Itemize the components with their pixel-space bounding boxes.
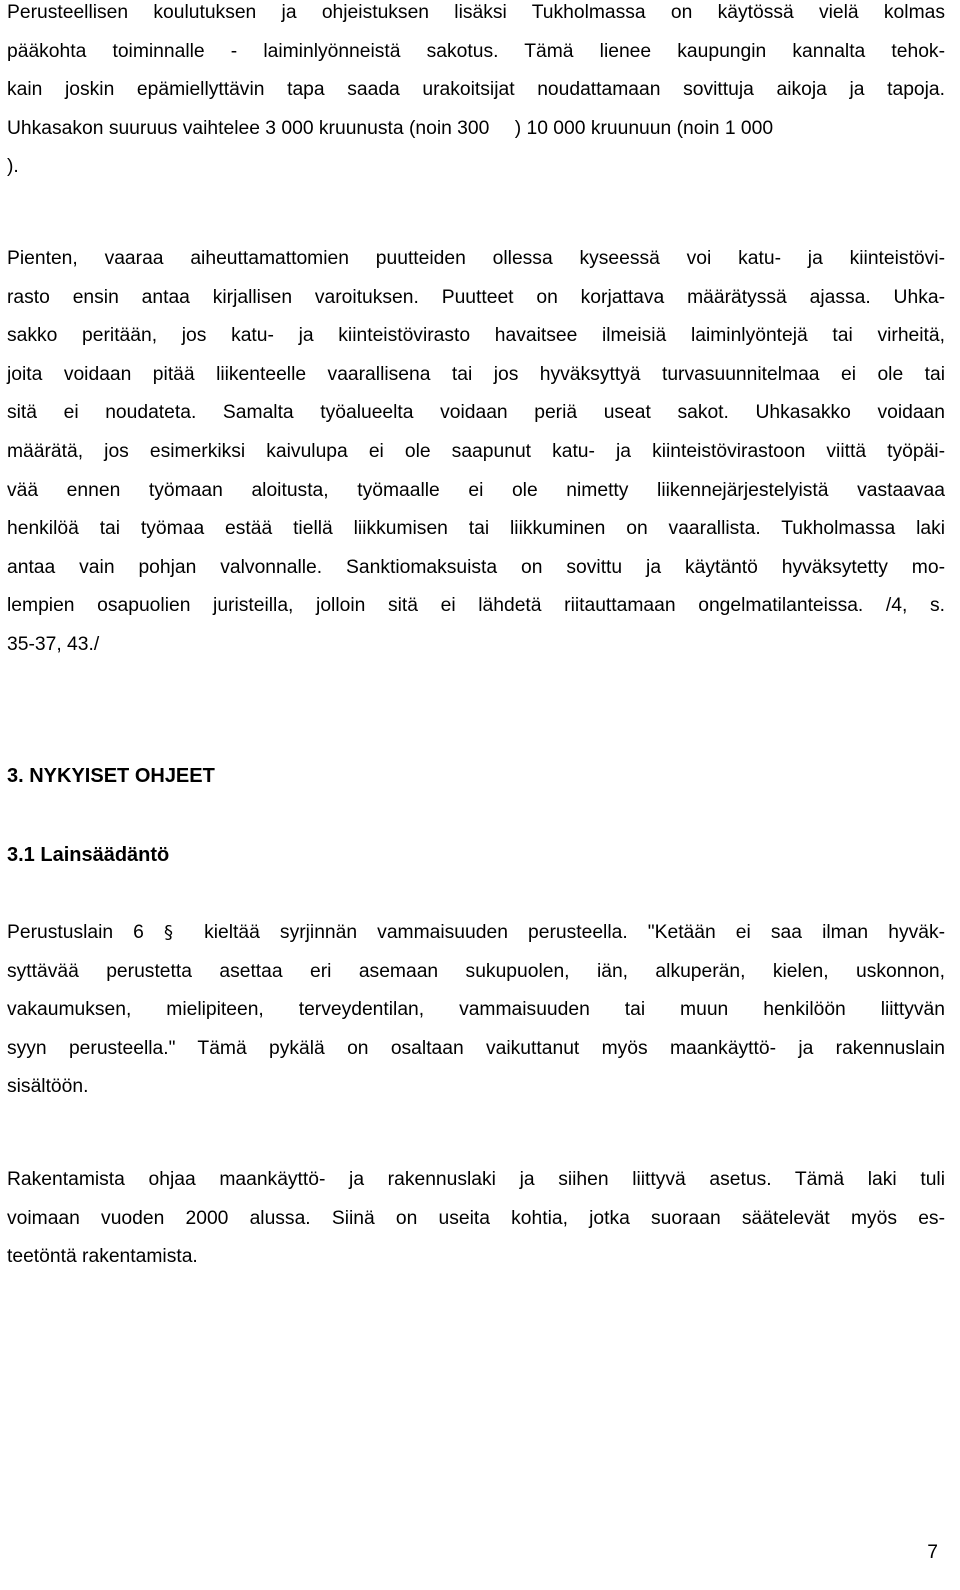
section-symbol: §: [164, 922, 174, 943]
text-line: vakaumuksen, mielipiteen, terveydentilan, vammaisuuden tai muun henkilöön liittyvän: [7, 999, 945, 1021]
text-line: pääkohta toiminnalle - laiminlyönneistä sakotus. Tämä lienee kaupungin kannalta tehok-: [7, 40, 945, 62]
subsection-heading: 3.1 Lainsäädäntö: [7, 844, 170, 866]
text-line: [7, 110, 945, 149]
text-line: antaa vain pohjan valvonnalle. Sanktiomaksuista on sovittu ja käytäntö hyväksytetty mo-: [7, 556, 945, 578]
text-line: henkilöä tai työmaa estää tiellä liikkumisen tai liikkuminen on vaarallista. Tukholmassa laki: [7, 518, 945, 540]
text-line: 35-37, 43./: [7, 633, 100, 655]
text-line: joita voidaan pitää liikenteelle vaarallisena tai jos hyväksyttyä turvasuunnitelmaa ei ole tai: [7, 363, 945, 385]
text-line: Pienten, vaaraa aiheuttamattomien puutteiden ollessa kyseessä voi katu- ja kiinteistövi-: [7, 248, 945, 269]
text-line: Rakentamista ohjaa maankäyttö- ja rakennuslaki ja siihen liittyvä asetus. Tämä laki tuli: [7, 1169, 945, 1190]
text-line: määrätä, jos esimerkiksi kaivulupa ei ole saapunut katu- ja kiinteistövirastoon viittä työpäi-: [7, 440, 945, 462]
text-segment: Uhkasakon suuruus vaihtelee 3 000 kruunusta (noin 300: [7, 117, 490, 139]
text-line: sisältöön.: [7, 1076, 89, 1098]
section-heading: 3. NYKYISET OHJEET: [7, 765, 215, 787]
text-line: [7, 914, 945, 953]
text-line: voimaan vuoden 2000 alussa. Siinä on useita kohtia, jotka suoraan säätelevät myös es-: [7, 1207, 945, 1229]
paragraph-perustuslaki: [7, 914, 945, 1107]
page-number: 7: [927, 1542, 938, 1563]
text-segment: kieltää syrjinnän vammaisuuden perusteella. "Ketään ei saa ilman hyväk-: [204, 922, 946, 943]
text-line: syttävää perustetta asettaa eri asemaan sukupuolen, iän, alkuperän, kielen, uskonnon,: [7, 960, 945, 982]
text-line: teetöntä rakentamista.: [7, 1246, 198, 1268]
text-line: sitä ei noudateta. Samalta työalueelta voidaan periä useat sakot. Uhkasakko voidaan: [7, 402, 945, 424]
text-segment: ).: [7, 156, 19, 178]
paragraph-tukholma-sakotus: [7, 0, 945, 187]
text-line: sakko peritään, jos katu- ja kiinteistövirasto havaitsee ilmeisiä laiminlyöntejä tai virheitä,: [7, 325, 945, 347]
text-line: syyn perusteella." Tämä pykälä on osaltaan vaikuttanut myös maankäyttö- ja rakennuslain: [7, 1037, 945, 1059]
text-segment: Perustuslain 6: [7, 922, 144, 943]
text-line: lempien osapuolien juristeilla, jolloin sitä ei lähdetä riitauttamaan ongelmatilanteissa. /4, s.: [7, 595, 945, 617]
paragraph-maankaytto: [7, 1161, 945, 1277]
paragraph-uhkasakko: [7, 240, 945, 665]
text-line: [7, 148, 945, 187]
text-line: Perusteellisen koulutuksen ja ohjeistuksen lisäksi Tukholmassa on käytössä vielä kolmas: [7, 2, 945, 23]
text-segment: ) 10 000 kruunuun (noin 1 000: [514, 117, 774, 139]
text-line: rasto ensin antaa kirjallisen varoituksen. Puutteet on korjattava määrätyssä ajassa. Uhka-: [7, 286, 945, 308]
text-line: kain joskin epämiellyttävin tapa saada urakoitsijat noudattamaan sovittuja aikoja ja tapoja.: [7, 79, 945, 101]
text-line: vää ennen työmaan aloitusta, työmaalle ei ole nimetty liikennejärjestelyistä vastaavaa: [7, 479, 945, 501]
